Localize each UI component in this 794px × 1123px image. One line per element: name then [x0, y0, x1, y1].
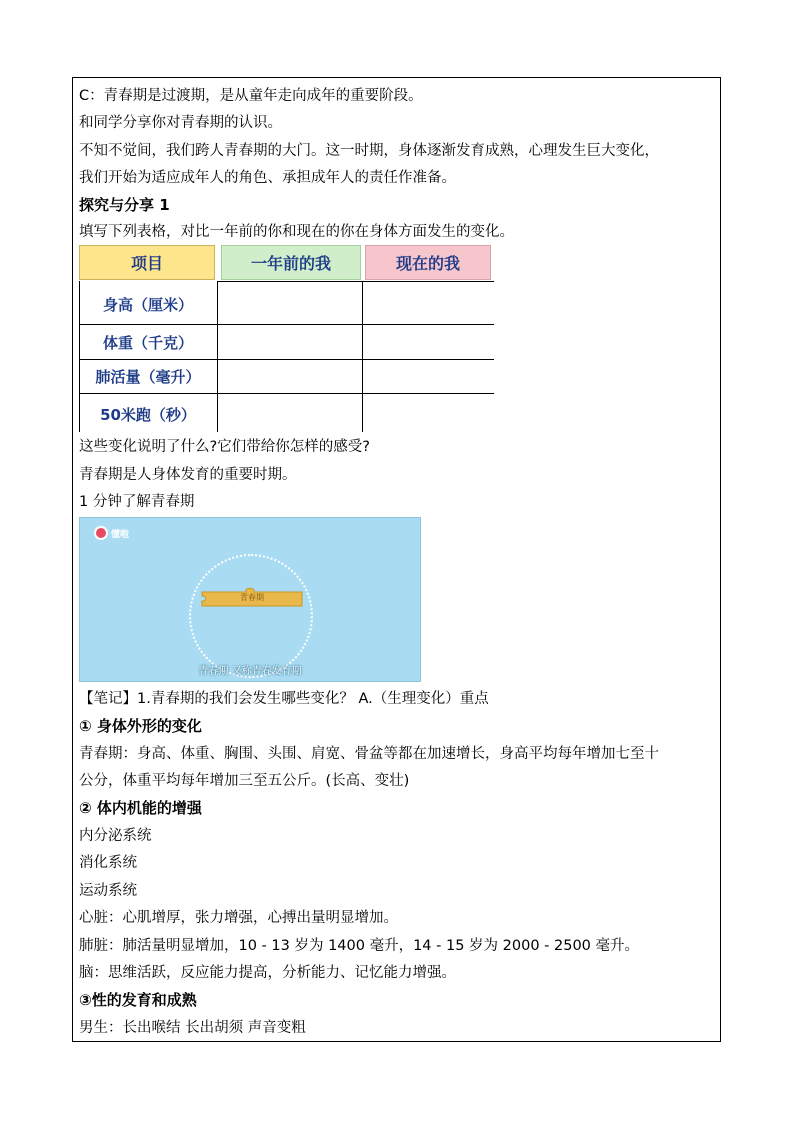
- question-text: 这些变化说明了什么?它们带给你怎样的感受?: [79, 439, 370, 455]
- table-border: [217, 281, 218, 432]
- note-line: 消化系统: [79, 855, 137, 871]
- table-row-label: 50米跑（秒）: [100, 405, 196, 424]
- note-line: 心脏：心肌增厚，张力增强，心搏出量明显增加。: [79, 910, 398, 926]
- note-line: 肺脏：肺活量明显增加，10 - 13 岁为 1400 毫升，14 - 15 岁为 2000 - 2500 毫升。: [79, 938, 640, 954]
- comparison-table: [79, 245, 494, 432]
- text-line: 不知不觉间，我们跨人青春期的大门。这一时期，身体逐渐发育成熟，心理发生巨大变化，: [79, 143, 659, 159]
- table-border: [79, 324, 494, 325]
- text-line: 和同学分享你对青春期的认识。: [79, 115, 282, 131]
- table-border: [362, 281, 363, 432]
- logo-text: 懂啦: [111, 529, 130, 540]
- video-title: 1 分钟了解青春期: [79, 494, 195, 510]
- note-line: 脑：思维活跃，反应能力提高，分析能力、记忆能力增强。: [79, 965, 456, 981]
- note-heading: ③性的发育和成熟: [79, 991, 197, 1009]
- note-line: 公分，体重平均每年增加三至五公斤。(长高、变壮): [79, 773, 410, 789]
- text-line: C：青春期是过渡期，是从童年走向成年的重要阶段。: [79, 88, 423, 104]
- note-line: 内分泌系统: [79, 828, 152, 844]
- note-heading: ① 身体外形的变化: [79, 717, 202, 735]
- table-row-label: 肺活量（毫升）: [95, 367, 201, 386]
- note-heading: ② 体内机能的增强: [79, 799, 202, 817]
- note-line: 青春期：身高、体重、胸围、头围、肩宽、骨盆等都在加速增长，身高平均每年增加七至十: [79, 746, 659, 762]
- dotted-circle: [189, 554, 313, 678]
- text-line: 我们开始为适应成年人的角色、承担成年人的责任作准备。: [79, 170, 456, 186]
- table-border: [217, 281, 494, 282]
- video-caption: 青春期 又称青春发育期: [198, 666, 302, 677]
- table-border: [79, 359, 494, 360]
- note-line: 【笔记】1.青春期的我们会发生哪些变化？ A.（生理变化）重点: [79, 691, 489, 707]
- note-line: 男生：长出喉结 长出胡须 声音变粗: [79, 1020, 306, 1036]
- video-logo: [94, 526, 129, 540]
- table-border: [79, 393, 494, 394]
- table-row-label: 体重（千克）: [102, 333, 193, 352]
- table-header-now: 现在的我: [365, 245, 491, 280]
- table-header-item: 项目: [79, 245, 215, 280]
- table-row-label: 身高（厘米）: [102, 295, 193, 314]
- video-thumbnail[interactable]: [79, 517, 421, 682]
- section-heading: 探究与分享 1: [79, 196, 170, 214]
- text-line: 填写下列表格，对比一年前的你和现在的你在身体方面发生的变化。: [79, 224, 514, 240]
- answer-text: 青春期是人身体发育的重要时期。: [79, 467, 297, 483]
- puzzle-label: 青春期: [240, 593, 264, 602]
- logo-icon: [94, 526, 108, 540]
- table-header-before: 一年前的我: [221, 245, 361, 280]
- note-line: 运动系统: [79, 883, 137, 899]
- table-border: [79, 281, 80, 432]
